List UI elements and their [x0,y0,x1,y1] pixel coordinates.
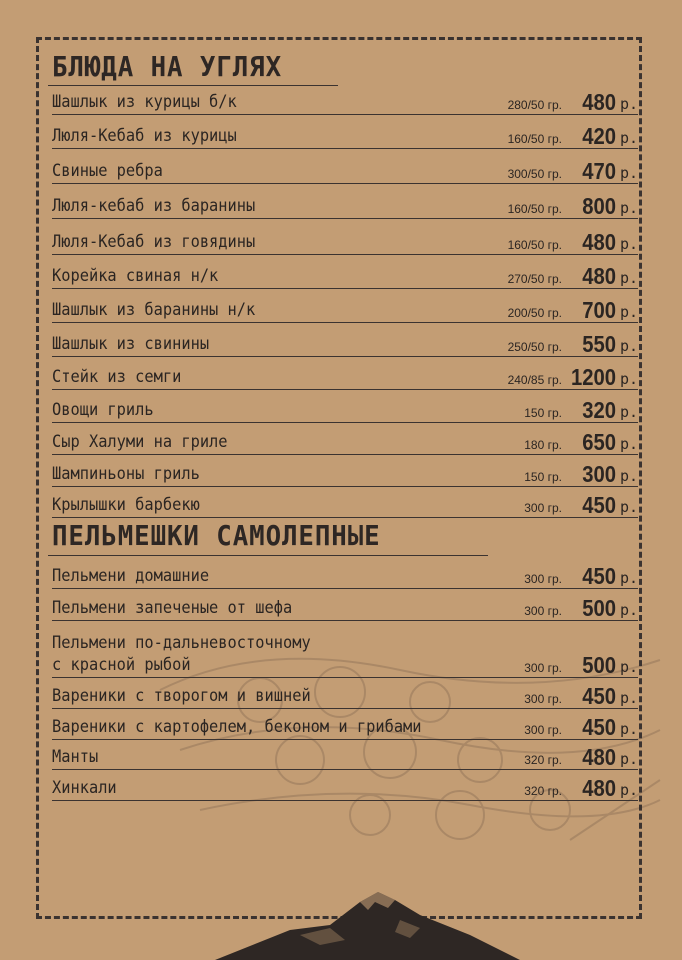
item-currency: р. [619,95,638,113]
item-weight: 150 гр. [524,470,562,484]
menu-item [52,357,638,390]
item-currency: р. [619,403,638,421]
menu-item [52,184,638,219]
item-price: 480 [582,89,616,115]
item-name: Корейка свиная н/к [52,266,219,285]
item-weight: 160/50 гр. [507,238,562,252]
menu-item [52,678,638,709]
item-currency: р. [619,370,638,388]
item-weight: 300 гр. [524,661,562,675]
item-price: 800 [582,193,616,219]
menu-item [52,455,638,487]
menu-item [52,423,638,455]
item-name: Овощи гриль [52,400,154,419]
item-weight: 240/85 гр. [507,373,562,387]
item-price: 450 [582,563,616,589]
item-price: 420 [582,123,616,149]
item-currency: р. [619,337,638,355]
item-name: Сыр Халуми на гриле [52,432,228,451]
item-currency: р. [619,658,638,676]
item-price: 480 [582,229,616,255]
menu-item [52,91,638,115]
item-price: 480 [582,775,616,801]
item-weight: 160/50 гр. [507,132,562,146]
item-price: 550 [582,331,616,357]
menu-item [52,149,638,184]
item-currency: р. [619,467,638,485]
item-price: 300 [582,461,616,487]
item-price: 480 [582,744,616,770]
item-currency: р. [619,164,638,182]
item-currency: р. [619,750,638,768]
mountain-logo [0,890,682,960]
item-weight: 320 гр. [524,784,562,798]
item-currency: р. [619,199,638,217]
item-price: 320 [582,397,616,423]
item-currency: р. [619,781,638,799]
item-name: Пельмени по-дальневосточному с красной рыбой [52,633,311,674]
item-weight: 180 гр. [524,438,562,452]
item-weight: 270/50 гр. [507,272,562,286]
item-weight: 280/50 гр. [507,98,562,112]
item-price: 450 [582,683,616,709]
item-weight: 250/50 гр. [507,340,562,354]
item-currency: р. [619,303,638,321]
item-name: Вареники с картофелем, беконом и грибами [52,717,422,736]
item-weight: 300 гр. [524,501,562,515]
menu-item [52,323,638,357]
item-price: 650 [582,429,616,455]
item-name: Пельмени запеченые от шефа [52,598,293,617]
item-name: Люля-Кебаб из говядины [52,232,256,251]
item-weight: 300 гр. [524,692,562,706]
menu-item [52,390,638,423]
item-weight: 150 гр. [524,406,562,420]
item-name: Пельмени домашние [52,566,210,585]
item-currency: р. [619,498,638,516]
item-name: Люля-кебаб из баранины [52,196,256,215]
grill-menu-list [52,91,638,518]
item-price: 450 [582,714,616,740]
item-name: Шашлык из свинины [52,334,210,353]
item-currency: р. [619,129,638,147]
menu-item [52,709,638,740]
item-currency: р. [619,720,638,738]
menu-item [52,487,638,518]
menu-item [52,740,638,770]
item-price: 480 [582,263,616,289]
item-weight: 300/50 гр. [507,167,562,181]
dumplings-menu-list [52,559,638,801]
item-currency: р. [619,569,638,587]
menu-item [52,255,638,289]
item-weight: 300 гр. [524,604,562,618]
item-price: 450 [582,492,616,518]
item-name: Люля-Кебаб из курицы [52,126,237,145]
item-name: Крылышки барбекю [52,495,200,514]
item-currency: р. [619,235,638,253]
item-name: Шашлык из курицы б/к [52,92,237,111]
item-price: 700 [582,297,616,323]
item-weight: 160/50 гр. [507,202,562,216]
item-name: Манты [52,747,99,766]
item-name: Стейк из семги [52,367,182,386]
menu-item [52,115,638,149]
title-underline [48,555,488,556]
item-weight: 300 гр. [524,572,562,586]
menu-item [52,219,638,255]
item-name: Шампиньоны гриль [52,464,200,483]
item-currency: р. [619,435,638,453]
item-currency: р. [619,601,638,619]
item-name: Хинкали [52,778,117,797]
menu-item [52,589,638,621]
menu-item [52,559,638,589]
item-weight: 320 гр. [524,753,562,767]
item-currency: р. [619,269,638,287]
menu-item [52,770,638,801]
item-price: 500 [582,595,616,621]
section-title-dumplings: ПЕЛЬМЕШКИ САМОЛЕПНЫЕ [52,519,381,552]
item-name: Шашлык из баранины н/к [52,300,256,319]
title-underline [48,85,338,86]
item-price: 1200 [570,364,616,390]
item-name: Вареники с творогом и вишней [52,686,311,705]
menu-item [52,289,638,323]
item-currency: р. [619,689,638,707]
section-title-grill: БЛЮДА НА УГЛЯХ [52,50,283,83]
item-name: Свиные ребра [52,161,163,180]
item-price: 500 [582,652,616,678]
item-weight: 300 гр. [524,723,562,737]
item-price: 470 [582,158,616,184]
item-weight: 200/50 гр. [507,306,562,320]
menu-item [52,621,638,678]
